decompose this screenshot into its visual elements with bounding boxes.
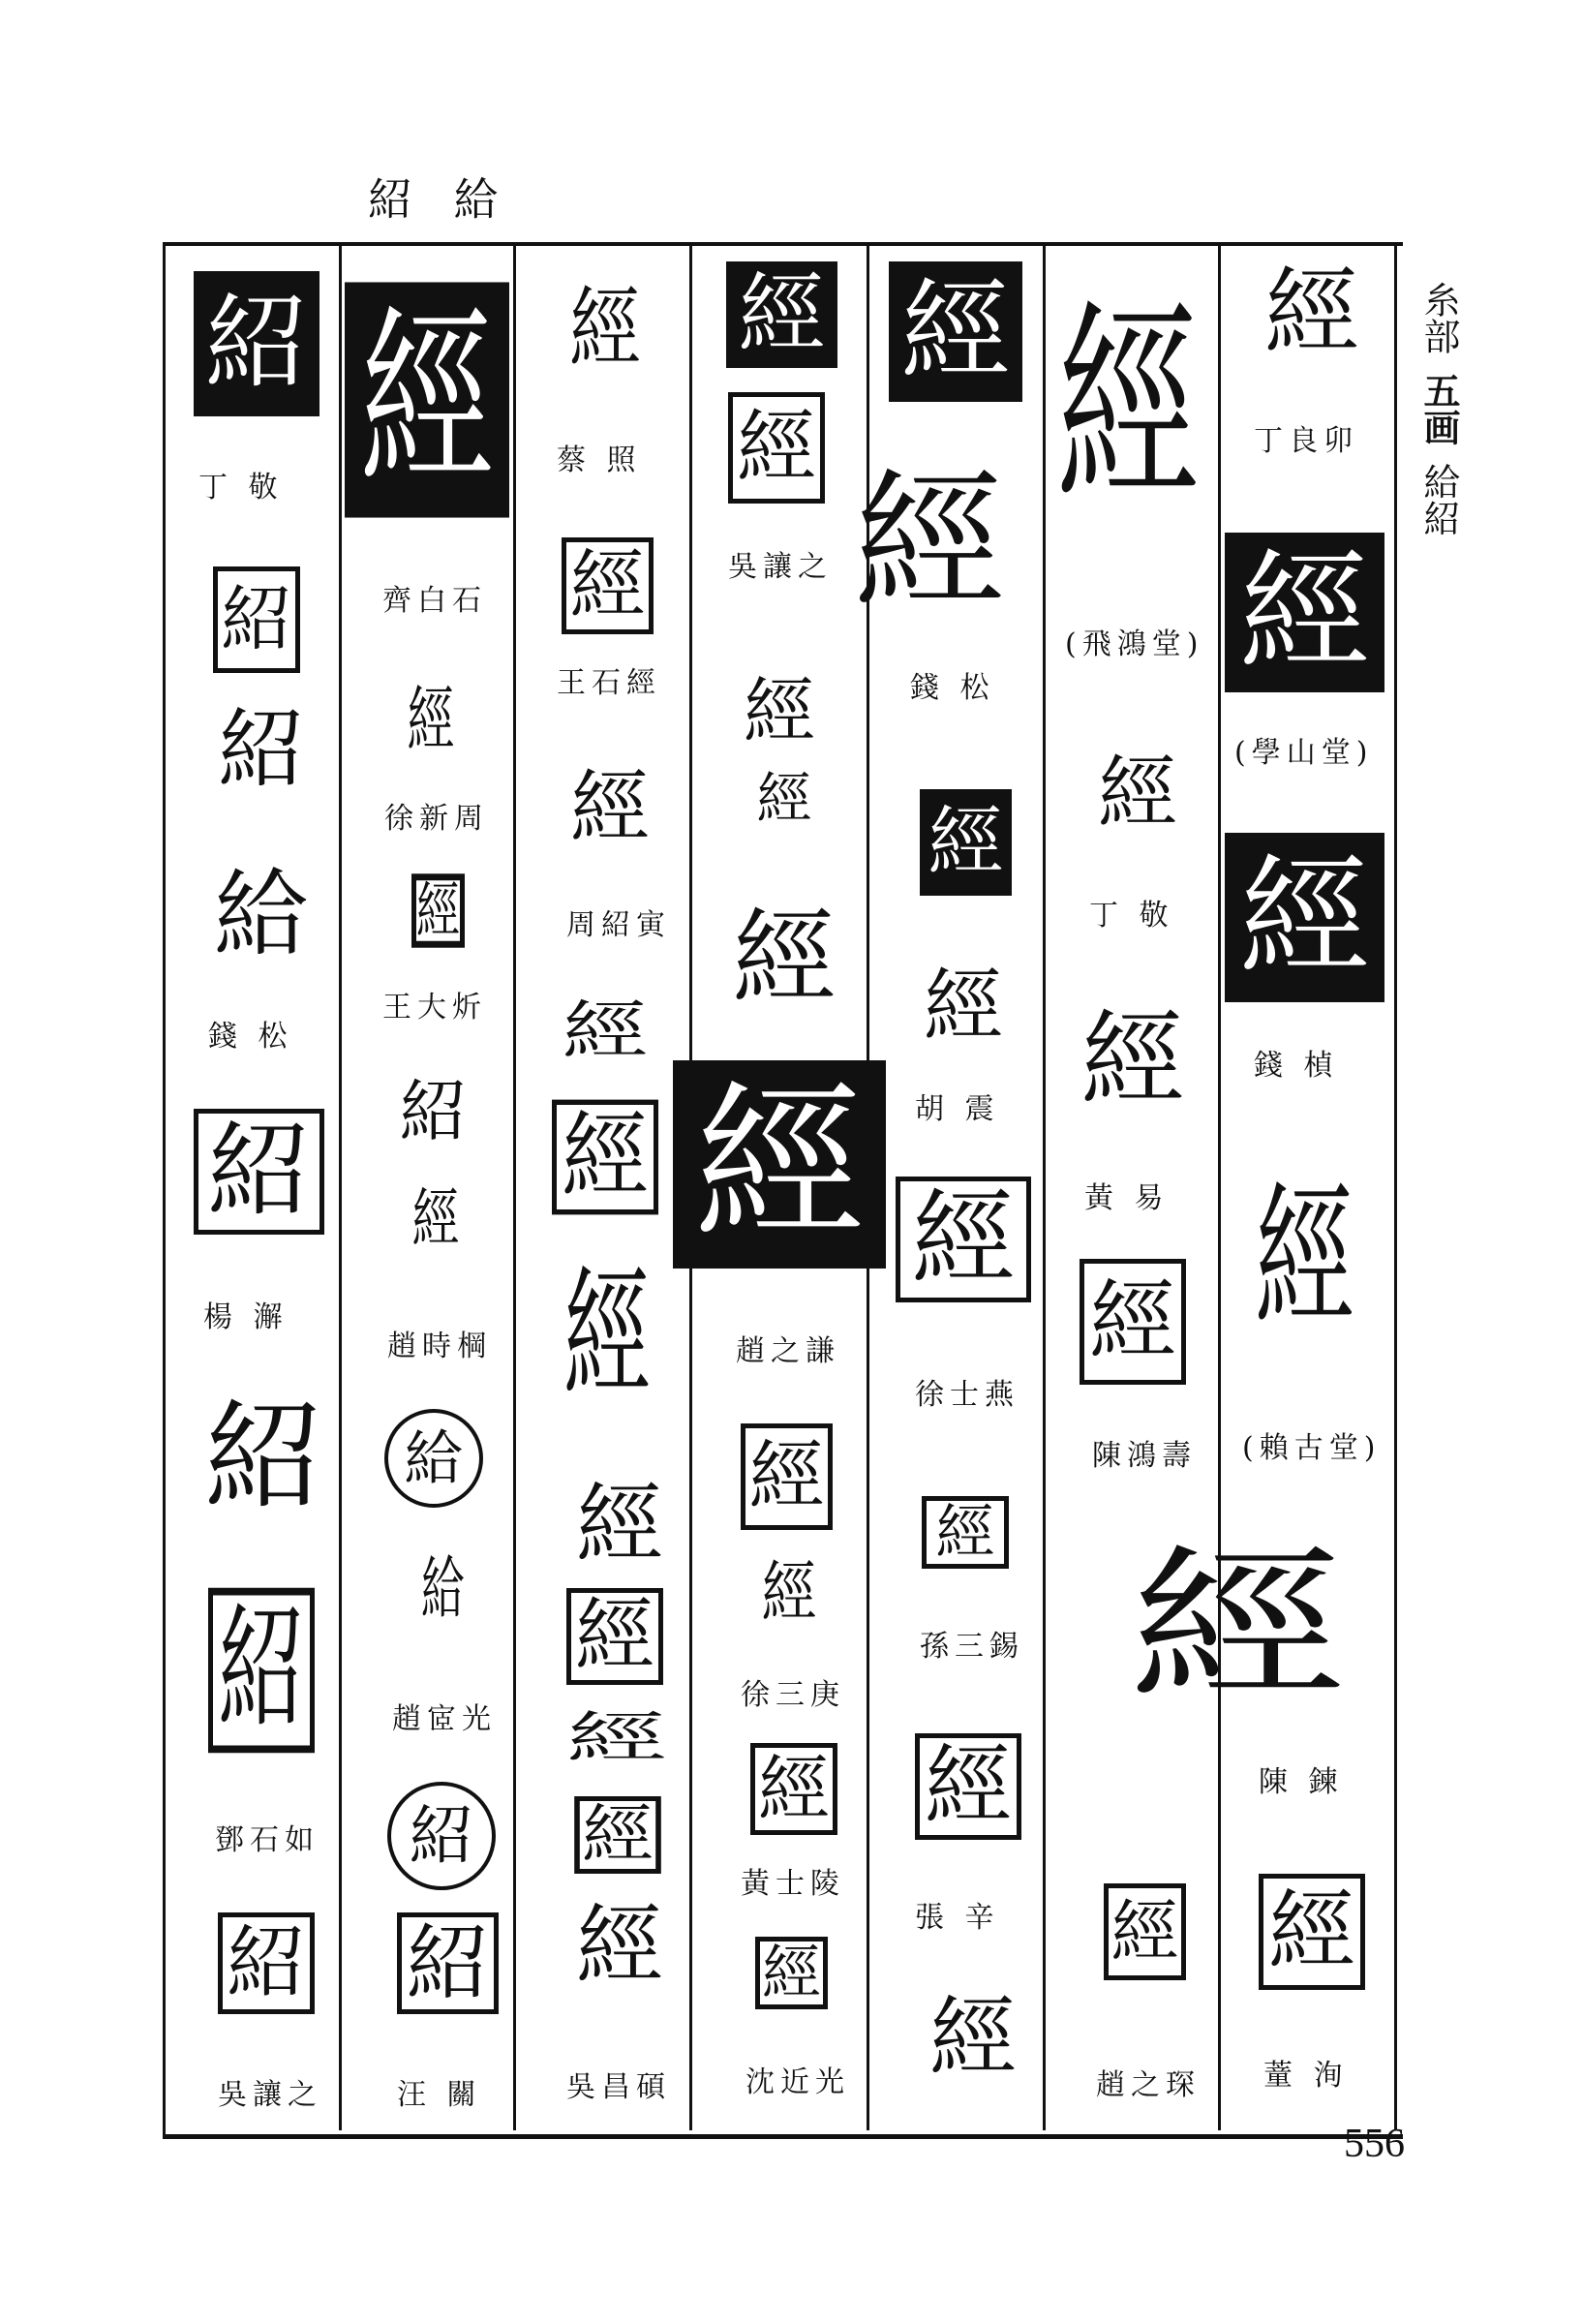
carver-caption: 錢 楨 (1254, 1049, 1339, 1083)
seal-impression: 經 (741, 1423, 833, 1530)
seal-impression: 經 (929, 1987, 1017, 2089)
carver-caption: 徐新周 (384, 802, 489, 836)
carver-caption: 丁良卯 (1254, 424, 1358, 458)
seal-impression: 經 (854, 454, 1005, 630)
carver-caption: 胡 震 (915, 1092, 1000, 1126)
carver-caption: (賴古堂) (1242, 1431, 1382, 1465)
carver-caption: 陳鴻壽 (1092, 1439, 1197, 1473)
column-rule (1218, 242, 1221, 2130)
seal-impression: 經 (562, 537, 654, 634)
seal-impression: 經 (896, 1177, 1031, 1302)
seal-impression: 給 (420, 1547, 465, 1629)
carver-caption: (飛鴻堂) (1065, 627, 1204, 661)
seal-impression: 經 (1056, 281, 1200, 533)
column-rule (1394, 242, 1397, 2130)
seal-impression: 經 (411, 873, 465, 947)
side-label (1415, 281, 1461, 536)
seal-impression: 紹 (208, 1588, 315, 1754)
seal-impression: 經 (1104, 1883, 1186, 1980)
seal-impression: 紹 (399, 1071, 468, 1151)
carver-caption: 趙之謙 (736, 1334, 840, 1368)
seal-impression: 經 (726, 261, 837, 368)
carver-caption: 錢 松 (208, 1020, 293, 1054)
seal-impression: 紹 (218, 699, 305, 801)
carver-caption: 蕫 洵 (1263, 2059, 1349, 2093)
page-number: 556 (1344, 2122, 1405, 2166)
running-head: 紹 給 (368, 173, 512, 226)
seal-impression: 經 (345, 282, 509, 517)
seal-impression: 經 (569, 278, 641, 381)
carver-caption: 趙宧光 (392, 1702, 497, 1736)
seal-impression: 經 (576, 1895, 663, 1997)
carver-caption: 王石經 (557, 666, 661, 700)
seal-impression: 經 (407, 678, 455, 760)
seal-impression: 紹 (387, 1782, 496, 1890)
side-label-strokes: 五画 (1417, 372, 1461, 445)
carver-caption: 丁 敬 (198, 471, 284, 505)
carver-caption: 孫三錫 (920, 1630, 1024, 1664)
carver-caption: 鄧石如 (215, 1823, 319, 1857)
seal-impression: 經 (920, 789, 1012, 896)
seal-impression: 經 (562, 994, 649, 1068)
seal-impression: 紹 (213, 566, 300, 673)
seal-impression: 經 (1263, 257, 1359, 368)
side-label-chars: 給紹 (1417, 463, 1460, 536)
seal-impression: 經 (889, 261, 1022, 402)
seal-impression: 經 (576, 1474, 663, 1575)
seal-impression: 經 (569, 762, 650, 854)
carver-caption: 吳讓之 (218, 2078, 322, 2112)
seal-impression: 經 (411, 1180, 460, 1255)
seal-impression: 經 (755, 1937, 828, 2009)
seal-impression: 給 (213, 860, 309, 970)
carver-caption: 黃士陵 (741, 1867, 845, 1901)
carver-caption: 蔡 照 (557, 443, 642, 477)
seal-impression: 經 (566, 1588, 663, 1685)
seal-impression: 經 (756, 766, 812, 831)
carver-caption: 王大炘 (382, 991, 487, 1024)
carver-caption: 趙之琛 (1096, 2068, 1201, 2102)
carver-caption: 黃 易 (1084, 1181, 1170, 1215)
carver-caption: 陳 鍊 (1259, 1765, 1344, 1799)
seal-impression: 經 (750, 1743, 837, 1835)
side-label-radical: 糸部 (1417, 281, 1460, 354)
carver-caption: 錢 松 (910, 671, 995, 705)
seal-impression: 經 (915, 1733, 1021, 1840)
seal-impression: 紹 (194, 271, 319, 416)
seal-impression: 經 (1255, 1167, 1354, 1349)
carver-caption: (學山堂) (1234, 736, 1374, 770)
seal-impression: 給 (384, 1409, 483, 1508)
seal-impression: 經 (923, 961, 1003, 1053)
seal-impression: 經 (563, 1253, 651, 1419)
seal-impression: 經 (732, 898, 837, 1019)
seal-impression: 經 (761, 1553, 817, 1632)
carver-caption: 齊白石 (382, 584, 487, 618)
seal-impression: 經 (1129, 1529, 1346, 1724)
carver-caption: 周紹寅 (566, 908, 671, 942)
seal-impression: 經 (744, 670, 815, 753)
seal-impression: 經 (1225, 833, 1384, 1002)
seal-impression: 紹 (397, 1912, 499, 2014)
carver-caption: 吳讓之 (728, 550, 833, 584)
column-rule (513, 242, 516, 2130)
seal-impression: 經 (566, 1705, 667, 1770)
seal-impression: 經 (1080, 999, 1185, 1120)
seal-impression: 經 (1259, 1874, 1365, 1990)
seal-impression: 紹 (218, 1912, 315, 2014)
carver-caption: 吳昌碩 (566, 2070, 671, 2104)
carver-caption: 趙時棡 (387, 1330, 492, 1363)
seal-impression: 經 (1080, 1259, 1186, 1385)
seal-impression: 經 (552, 1100, 658, 1215)
seal-impression: 經 (728, 392, 825, 504)
seal-impression: 紹 (204, 1388, 323, 1527)
seal-impression: 經 (1225, 533, 1384, 692)
carver-caption: 丁 敬 (1089, 899, 1174, 933)
seal-impression: 紹 (194, 1109, 324, 1235)
seal-impression: 經 (922, 1496, 1009, 1569)
carver-caption: 楊 澥 (203, 1300, 289, 1334)
carver-caption: 張 辛 (915, 1901, 1000, 1935)
seal-impression: 經 (673, 1060, 886, 1269)
carver-caption: 徐三庚 (741, 1678, 845, 1712)
column-rule (339, 242, 342, 2130)
seal-impression: 經 (1097, 748, 1177, 840)
carver-caption: 徐士燕 (915, 1378, 1019, 1412)
carver-caption: 沈近光 (745, 2065, 850, 2099)
carver-caption: 汪 關 (397, 2078, 482, 2112)
seal-impression: 經 (574, 1796, 661, 1874)
